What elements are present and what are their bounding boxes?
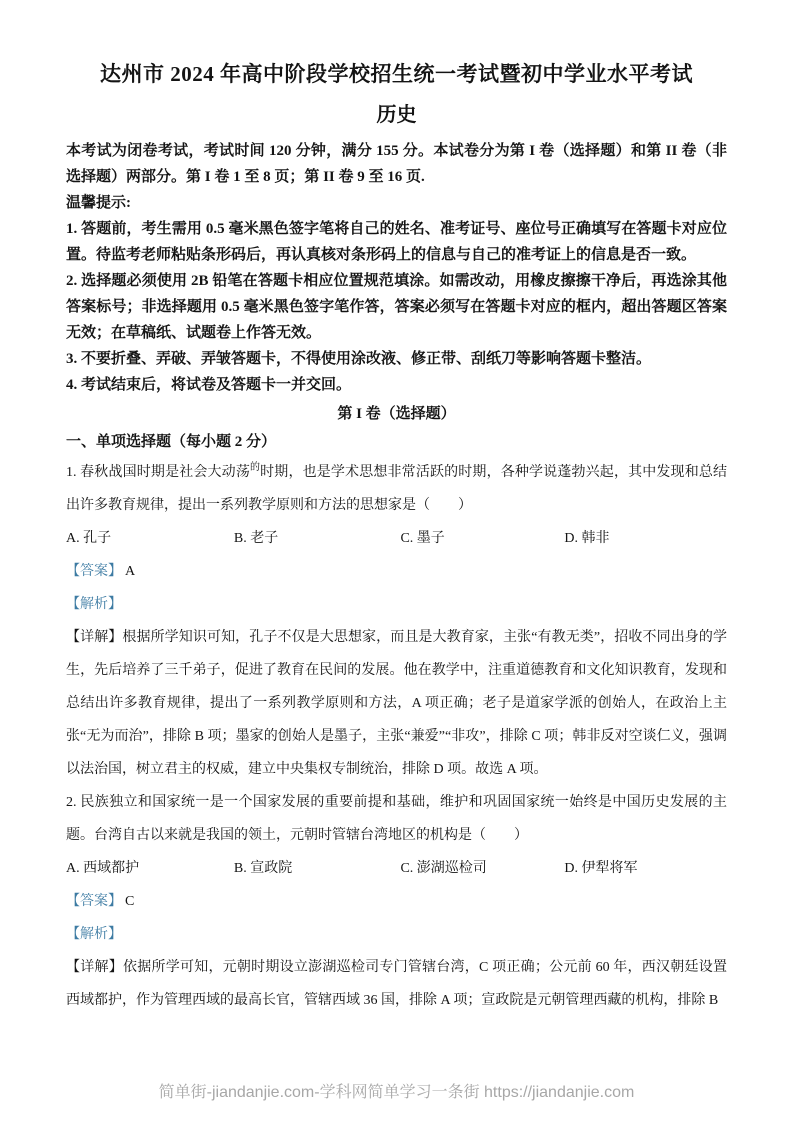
question-1-stem xyxy=(66,456,727,522)
watermark-footer: 简单街-jiandanjie.com-学科网简单学习一条街 https://jiandanjie.com xyxy=(158,1084,635,1101)
exam-notice xyxy=(66,138,727,398)
question-2-answer-value: C xyxy=(125,894,135,909)
detail-label: 【详解】 xyxy=(66,960,123,975)
question-2-option-a: A. 西域都护 xyxy=(66,861,140,876)
volume-title: 第 I 卷（选择题） xyxy=(337,406,456,422)
question-2-stem: 2. 民族独立和国家统一是一个国家发展的重要前提和基础，维护和巩固国家统一始终是中国历史发展的主题。台湾自古以来就是我国的领土，元朝时管辖台湾地区的机构是（ ） xyxy=(66,795,727,843)
question-2-detail xyxy=(66,951,727,1017)
question-2-detail-text: 依据所学可知，元朝时期设立澎湖巡检司专门管辖台湾，C 项正确；公元前 60 年，西汉朝廷设置西域都护，作为管理西域的最高长官，管辖西域 36 国，排除 A 项；宣政院是元朝管理西藏的机构，排除 B xyxy=(66,960,728,1008)
question-2-option-b: B. 宣政院 xyxy=(233,861,293,876)
question-1-stem-text-cont: 时期，也是学术思想非常活跃的时期，各种学说蓬勃兴起，其中发现和总结出许多教育规律，提出一系列教学原则和方法的思想家是（ ） xyxy=(66,465,728,513)
tip-item-3: 3. 不要折叠、弄破、弄皱答题卡，不得使用涂改液、修正带、刮纸刀等影响答题卡整洁。 xyxy=(66,351,652,367)
tip-item-1: 1. 答题前，考生需用 0.5 毫米黑色签字笔将自己的姓名、准考证号、座位号正确填写在答题卡对应位置。待监考老师粘贴条形码后，再认真核对条形码上的信息与自己的准考证上的信息是否一致。 xyxy=(66,221,727,263)
question-1-detail xyxy=(66,621,727,786)
question-2-analysis-line xyxy=(66,918,727,951)
part-title: 一、单项选择题（每小题 2 分） xyxy=(66,434,277,450)
question-2-option-d: D. 伊犁将军 xyxy=(564,861,638,876)
question-1-analysis-line xyxy=(66,588,727,621)
tips-label: 温馨提示: xyxy=(66,195,131,211)
analysis-label: 【解析】 xyxy=(66,927,122,942)
tip-item-2: 2. 选择题必须使用 2B 铅笔在答题卡相应位置规范填涂。如需改动，用橡皮擦擦干净后，再选涂其他答案标号；非选择题用 0.5 毫米黑色签字笔作答，答案必须写在答题卡对应的框内，超出答题区答案无效；在草稿纸、试题卷上作答无效。 xyxy=(66,273,727,341)
answer-label: 【答案】 xyxy=(66,894,122,909)
question-1-option-d: D. 韩非 xyxy=(564,531,610,546)
question-1-detail-text: 根据所学知识可知，孔子不仅是大思想家，而且是大教育家，主张“有教无类”，招收不同出身的学生，先后培养了三千弟子，促进了教育在民间的发展。他在教学中，注重道德教育和文化知识教育，发现和总结出许多教育规律，提出了一系列教学原则和方法，A 项正确；老子是道家学派的创始人，在政治上主张“无为而治”，排除 B 项；墨家的创始人是墨子，主张“兼爱”“非攻”，排除 C 项；韩非反对空谈仁义，强调以法治国，树立君主的权威，建立中央集权专制统治，排除 D 项。故选 A 项。 xyxy=(66,630,727,777)
analysis-label: 【解析】 xyxy=(66,597,122,612)
question-1-answer-value: A xyxy=(125,564,136,579)
question-1-option-c: C. 墨子 xyxy=(400,531,445,546)
question-2 xyxy=(66,786,727,1017)
answer-label: 【答案】 xyxy=(66,564,122,579)
question-1 xyxy=(66,456,727,786)
question-2-answer-line xyxy=(66,885,727,918)
exam-intro: 本考试为闭卷考试，考试时间 120 分钟，满分 155 分。本试卷分为第 I 卷（选择题）和第 II 卷（非选择题）两部分。第 I 卷 1 至 8 页；第 II 卷 9 至 16 页. xyxy=(66,143,727,185)
tip-item-4: 4. 考试结束后，将试卷及答题卡一并交回。 xyxy=(66,377,352,393)
question-1-stem-superscript: 的 xyxy=(249,462,261,473)
question-1-options xyxy=(66,522,727,555)
question-1-option-a: A. 孔子 xyxy=(66,531,112,546)
question-2-options xyxy=(66,852,727,885)
question-1-answer-line xyxy=(66,555,727,588)
exam-subject: 历史 xyxy=(376,104,417,126)
question-2-option-c: C. 澎湖巡检司 xyxy=(400,861,487,876)
question-1-option-b: B. 老子 xyxy=(233,531,279,546)
question-1-stem-text: 1. 春秋战国时期是社会大动荡 xyxy=(66,465,250,480)
detail-label: 【详解】 xyxy=(66,630,123,645)
exam-title: 达州市 2024 年高中阶段学校招生统一考试暨初中学业水平考试 xyxy=(100,62,693,86)
